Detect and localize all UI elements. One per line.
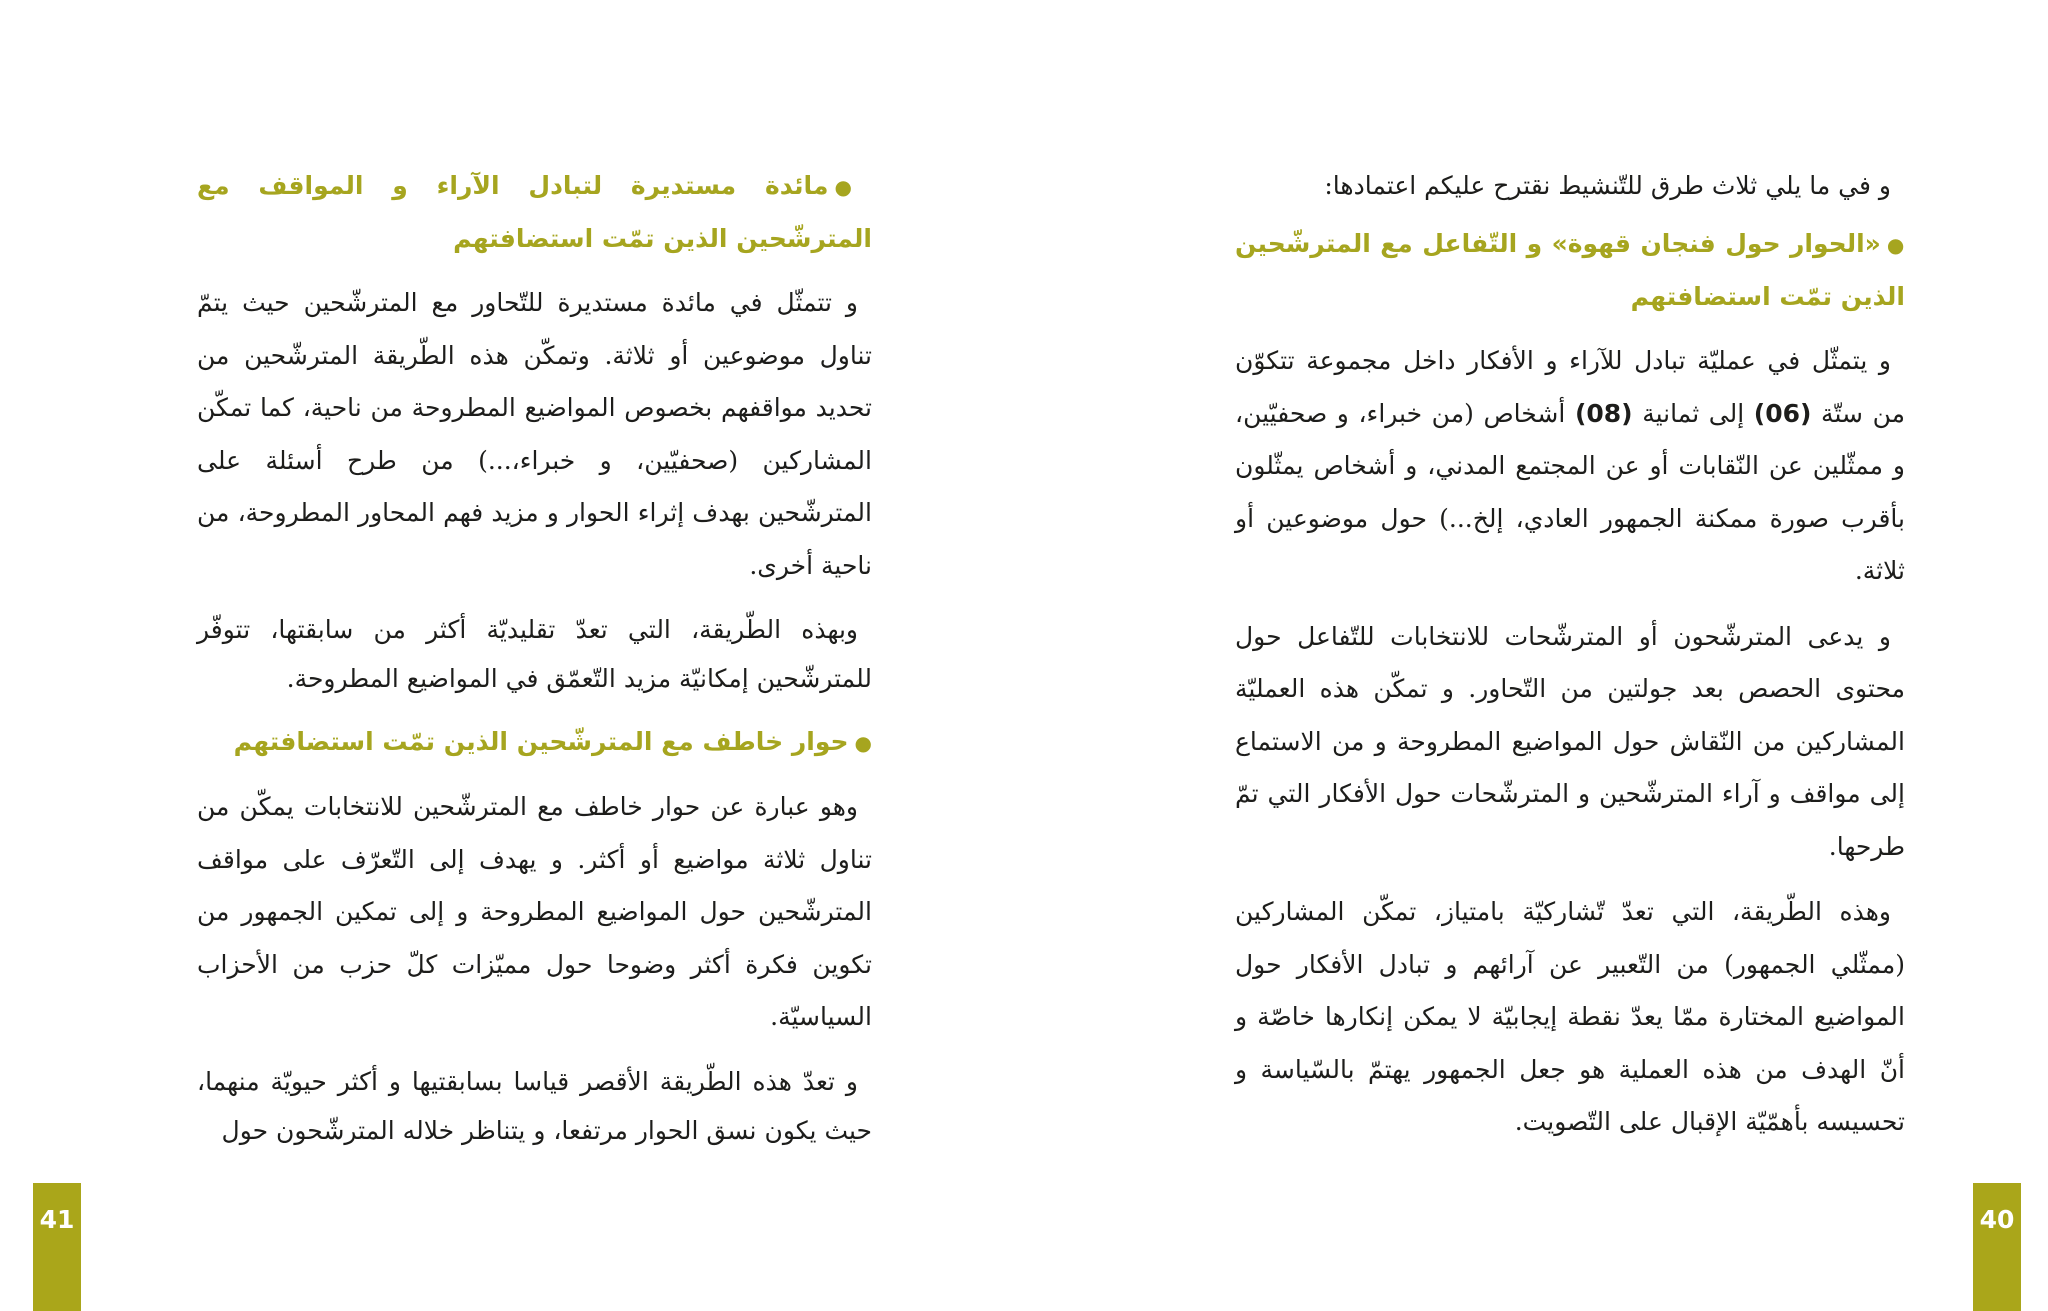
section-heading: ●مائدة مستديرة لتبادل الآراء و المواقف مع المترشّحين الذين تمّت استضافتهم bbox=[197, 171, 872, 253]
paragraph: و تتمثّل في مائدة مستديرة للتّحاور مع المترشّحين حيث يتمّ تناول موضوعين أو ثلاثة. وتمكّن هذه الطّريقة المترشّحين من تحديد مواقفهم بخصوص المواضيع المطروحة من ناحية، كما تمكّن المشاركين (صحفيّين، و خبراء،...) من طرح أسئلة على المترشّحين بهدف إثراء الحوار و مزيد فهم المحاور المطروحة، من ناحية أخرى. bbox=[197, 288, 872, 580]
paragraph: وهذه الطّريقة، التي تعدّ تّشاركيّة بامتياز، تمكّن المشاركين (ممثّلي الجمهور) من التّعبير عن آرائهم و تبادل الأفكار حول المواضيع المختارة ممّا يعدّ نقطة إيجابيّة لا يمكن إنكارها خاصّة و أنّ الهدف من هذه العملية هو جعل الجمهور يهتمّ بالسّياسة و تحسيسه بأهمّيّة الإقبال على التّصويت. bbox=[1235, 897, 1905, 1136]
bullet-icon: ● bbox=[854, 731, 872, 755]
paragraph: و يدعى المترشّحون أو المترشّحات للانتخابات للتّفاعل حول محتوى الحصص بعد جولتين من التّحاور. و تمكّن هذه العمليّة المشاركين من النّقاش حول المواضيع المطروحة و من الاستماع إلى مواقف و آراء المترشّحين و المترشّحات حول الأفكار التي تمّ طرحها. bbox=[1235, 621, 1905, 861]
paragraph: و تعدّ هذه الطّريقة الأقصر قياسا بسابقتيها و أكثر حيويّة منهما، حيث يكون نسق الحوار مرتفعا، و يتناظر خلاله المترشّحون حول bbox=[197, 1066, 872, 1145]
page-number: 40 bbox=[1979, 1205, 2015, 1234]
left-page-column bbox=[197, 160, 872, 1168]
bullet-icon: ● bbox=[834, 175, 872, 199]
number-max: (08) bbox=[1574, 398, 1633, 428]
page-number-tab-right bbox=[1973, 1183, 2021, 1311]
paragraph: و يتمثّل في عمليّة تبادل للآراء و الأفكار داخل مجموعة تتكوّن من ستّة (06) إلى ثمانية (08) أشخاص (من خبراء، و صحفيّين، و ممثّلين عن النّقابات أو عن المجتمع المدني، و أشخاص يمثّلون بأقرب صورة ممكنة الجمهور العادي، إلخ...) حول موضوعين أو ثلاثة. bbox=[1235, 346, 1905, 585]
page-number-tab-left bbox=[33, 1183, 81, 1311]
page-number: 41 bbox=[39, 1205, 75, 1234]
section-heading: ●«الحوار حول فنجان قهوة» و التّفاعل مع المترشّحين الذين تمّت استضافتهم bbox=[1235, 229, 1905, 311]
number-min: (06) bbox=[1753, 398, 1812, 428]
paragraph: وهو عبارة عن حوار خاطف مع المترشّحين للانتخابات يمكّن من تناول ثلاثة مواضيع أو أكثر. و يهدف إلى التّعرّف على مواقف المترشّحين حول المواضيع المطروحة و إلى تمكين الجمهور من تكوين فكرة أكثر وضوحا حول مميّزات كلّ حزب من الأحزاب السياسيّة. bbox=[197, 792, 872, 1031]
paragraph: وبهذه الطّريقة، التي تعدّ تقليديّة أكثر من سابقتها، تتوفّر للمترشّحين إمكانيّة مزيد التّعمّق في المواضيع المطروحة. bbox=[197, 615, 872, 693]
section-heading: ●حوار خاطف مع المترشّحين الذين تمّت استضافتهم bbox=[233, 727, 872, 756]
intro-text: و في ما يلي ثلاث طرق للتّنشيط نقترح عليكم اعتمادها: bbox=[1324, 171, 1891, 200]
bullet-icon: ● bbox=[1886, 233, 1905, 257]
right-page-column bbox=[1235, 160, 1905, 1162]
